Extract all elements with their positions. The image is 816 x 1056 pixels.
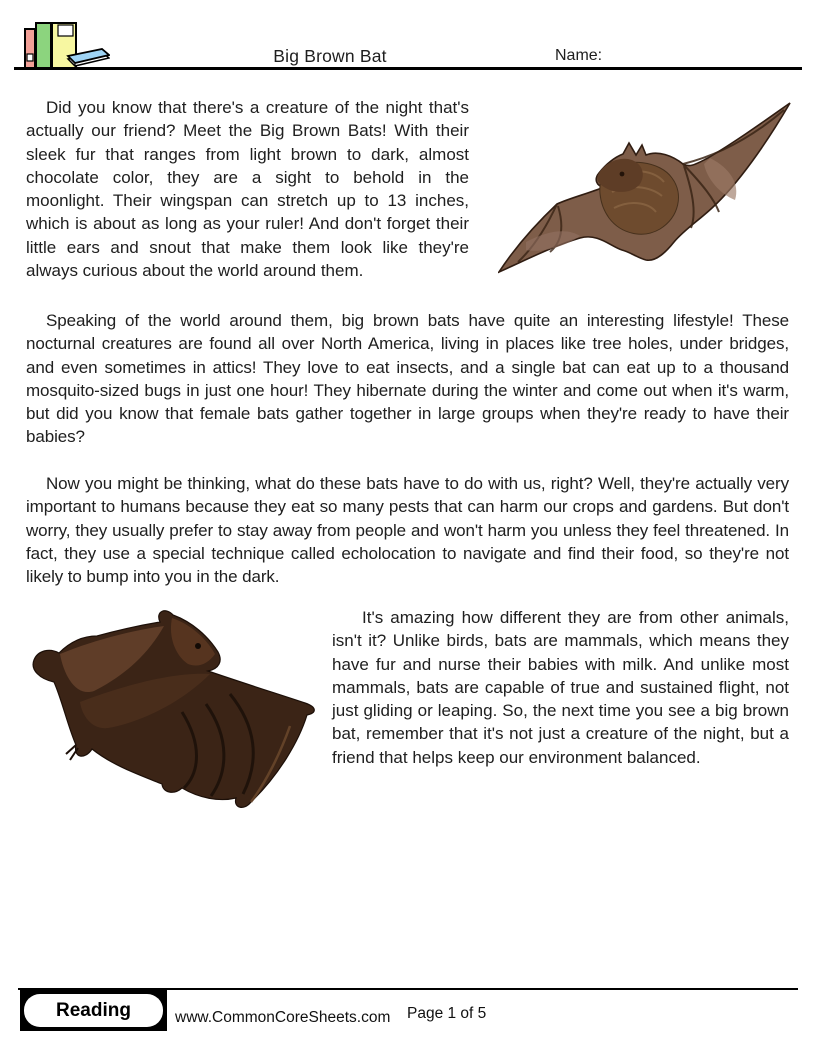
flying-bat-image [498, 100, 798, 292]
passage-paragraph-1: Did you know that there's a creature of the night that's actually our friend? Meet the Big Brown Bats! With their sleek fur that ranges from light brown to dark, almost chocolate color, they are a sight to behold in the moonlight. Their wingspan can stretch up to 13 inches, which is about as long as your ruler! And don't forget their little ears and snout that make them look like they're always curious about the world around them. [26, 98, 469, 281]
passage-paragraph-2: Speaking of the world around them, big brown bats have quite an interesting lifestyle! These nocturnal creatures are found all over North America, living in places like tree holes, under bridges, and even sometimes in attics! They love to eat insects, and a single bat can eat up to a thousand mosquito-sized bugs in just one hour! They hibernate during the winter and come out when it's warm, but did you know that female bats gather together in large groups when they're ready to have their babies? [26, 311, 789, 447]
hanging-bat-image [22, 602, 322, 817]
page-number: Page 1 of 5 [407, 1005, 487, 1022]
books-icon [18, 12, 110, 70]
reading-badge-label: Reading [24, 994, 163, 1027]
passage-paragraph-3: Now you might be thinking, what do these bats have to do with us, right? Well, they're actually very important to humans because they eat so many pests that can harm our crops and gardens. But don't worry, they usually prefer to stay away from people and won't harm you unless they feel threatened. In fact, they use a special technique called echolocation to navigate and find their food, so they're not likely to bump into you in the dark. [26, 474, 789, 587]
website-text: www.CommonCoreSheets.com [175, 1009, 391, 1026]
name-label: Name: [555, 47, 603, 64]
passage-paragraph-4: It's amazing how different they are from other animals, isn't it? Unlike birds, bats are mammals, which means they have fur and nurse their babies with milk. And unlike most mammals, bats are capable of true and sustained flight, not just gliding or leaping. So, the next time you see a big brown bat, remember that it's not just a creature of the night, but a friend that helps keep our environment balanced. [332, 608, 789, 767]
header-rule [14, 67, 802, 70]
page-title: Big Brown Bat [273, 46, 387, 66]
reading-badge [20, 990, 167, 1031]
